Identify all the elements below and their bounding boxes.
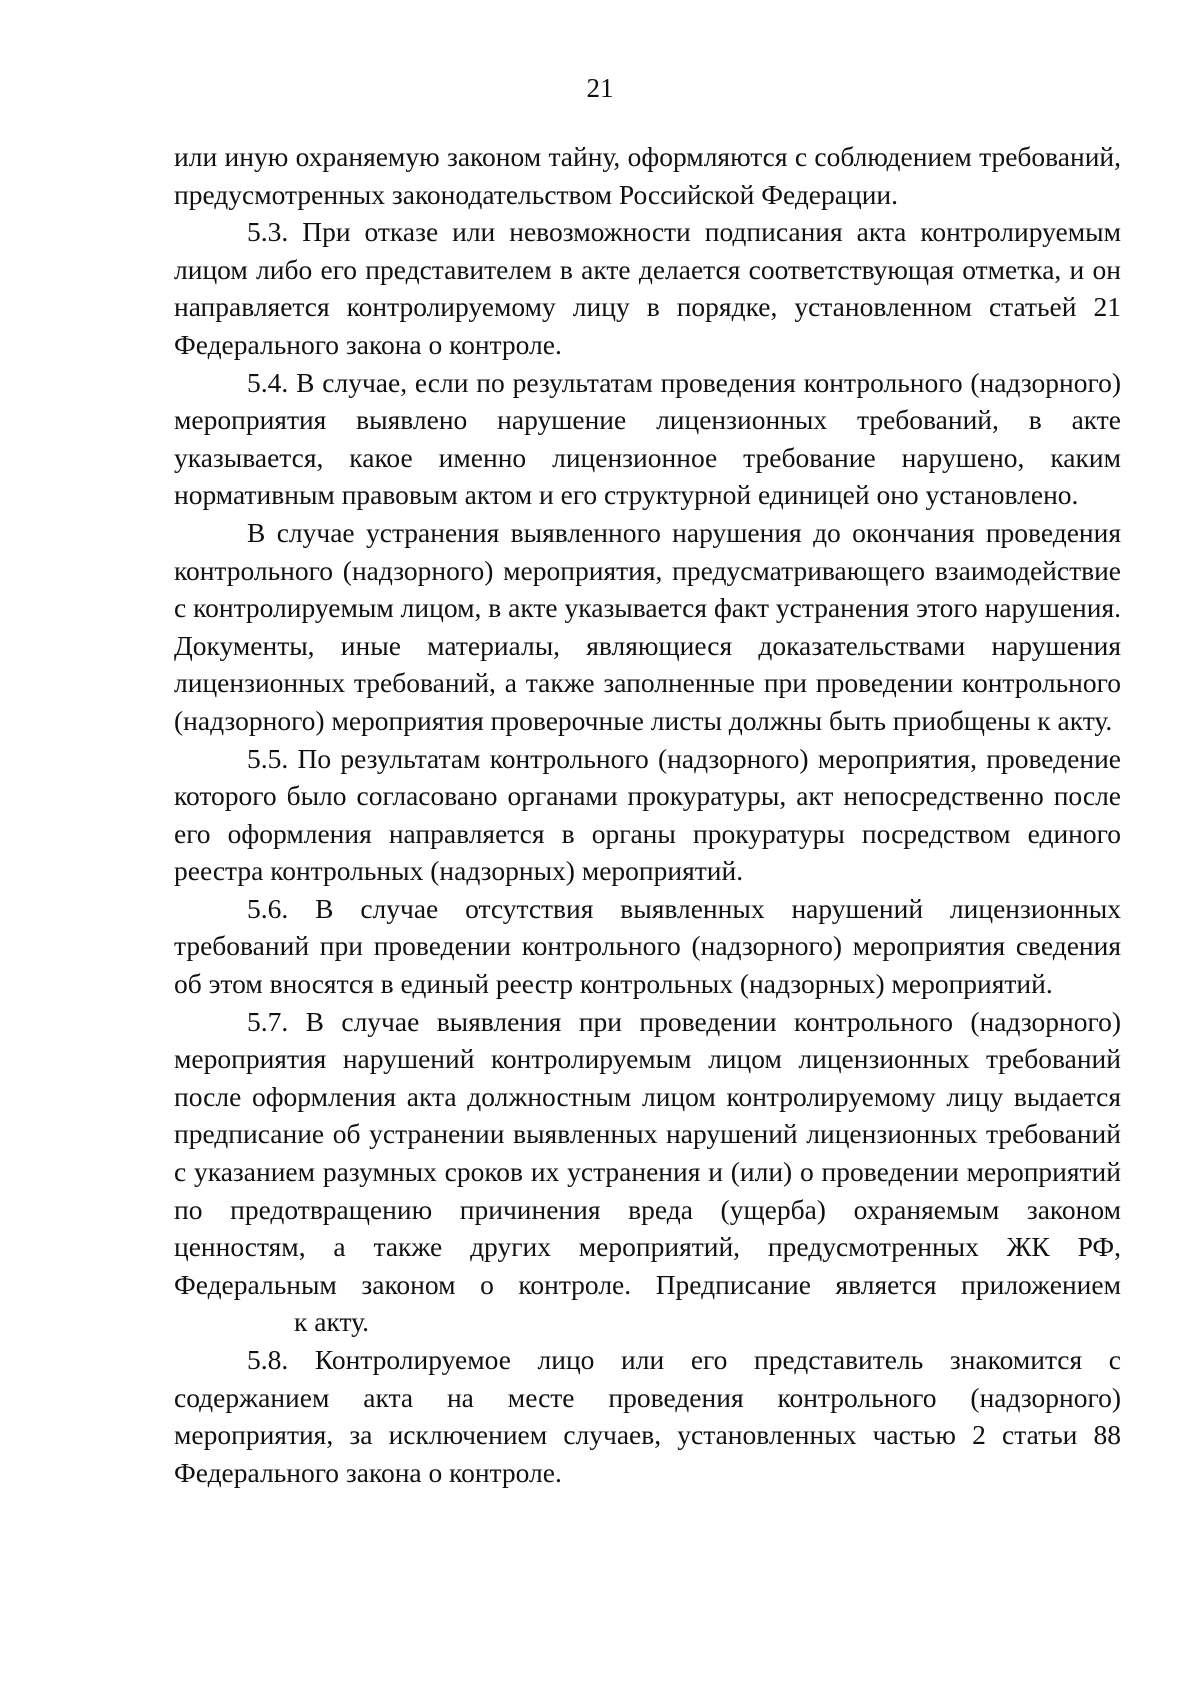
paragraph-5-6: 5.6. В случае отсутствия выявленных нарушений лицензионных требований при проведении контрольного (надзорного) мероприятия сведения об этом вносятся в единый реестр контрольных (надзорных) мероприятий.: [174, 892, 1121, 1000]
paragraph-5-7-tail: к акту.: [294, 1306, 369, 1338]
document-body: [174, 138, 1121, 1491]
paragraph-5-5: 5.5. По результатам контрольного (надзорного) мероприятия, проведение которого было согласовано органами прокуратуры, акт непосредственно после его оформления направляется в органы прокуратуры посредством единого реестра контрольных (надзорных) мероприятий.: [174, 742, 1121, 887]
paragraph-5-7-text: 5.7. В случае выявления при проведении контрольного (надзорного) мероприятия нарушений контролируемым лицом лицензионных требований после оформления акта должностным лицом контролируемому лицу выдается предписание об устранении выявленных нарушений лицензионных требований с указанием разумных сроков их устранения и (или) о проведении мероприятий по предотвращению причинения вреда (ущерба) охраняемым законом ценностям, а также других мероприятий, предусмотренных ЖК РФ, Федеральным законом о контроле. Предписание является приложением: [174, 1005, 1121, 1300]
paragraph-5-4: 5.4. В случае, если по результатам проведения контрольного (надзорного) мероприятия выявлено нарушение лицензионных требований, в акте указывается, какое именно лицензионное требование нарушено, каким нормативным правовым актом и его структурной единицей оно установлено.: [174, 366, 1121, 511]
paragraph-5-7: [174, 1003, 1121, 1341]
paragraph-5-4-continued: В случае устранения выявленного нарушения до окончания проведения контрольного (надзорного) мероприятия, предусматривающего взаимодействие с контролируемым лицом, в акте указывается факт устранения этого нарушения. Документы, иные материалы, являющиеся доказательствами нарушения лицензионных требований, а также заполненные при проведении контрольного (надзорного) мероприятия проверочные листы должны быть приобщены к акту.: [174, 516, 1121, 736]
page-number: 21: [586, 73, 614, 103]
paragraph-5-8: 5.8. Контролируемое лицо или его представитель знакомится с содержанием акта на месте проведения контрольного (надзорного) мероприятия, за исключением случаев, установленных частью 2 статьи 88 Федерального закона о контроле.: [174, 1344, 1121, 1488]
paragraph-5-3: 5.3. При отказе или невозможности подписания акта контролируемым лицом либо его представителем в акте делается соответствующая отметка, и он направляется контролируемому лицу в порядке, установленном статьей 21 Федерального закона о контроле.: [174, 216, 1121, 360]
paragraph-continuation: или иную охраняемую законом тайну, оформляются с соблюдением требований, предусмотренных законодательством Российской Федерации.: [174, 141, 1121, 210]
